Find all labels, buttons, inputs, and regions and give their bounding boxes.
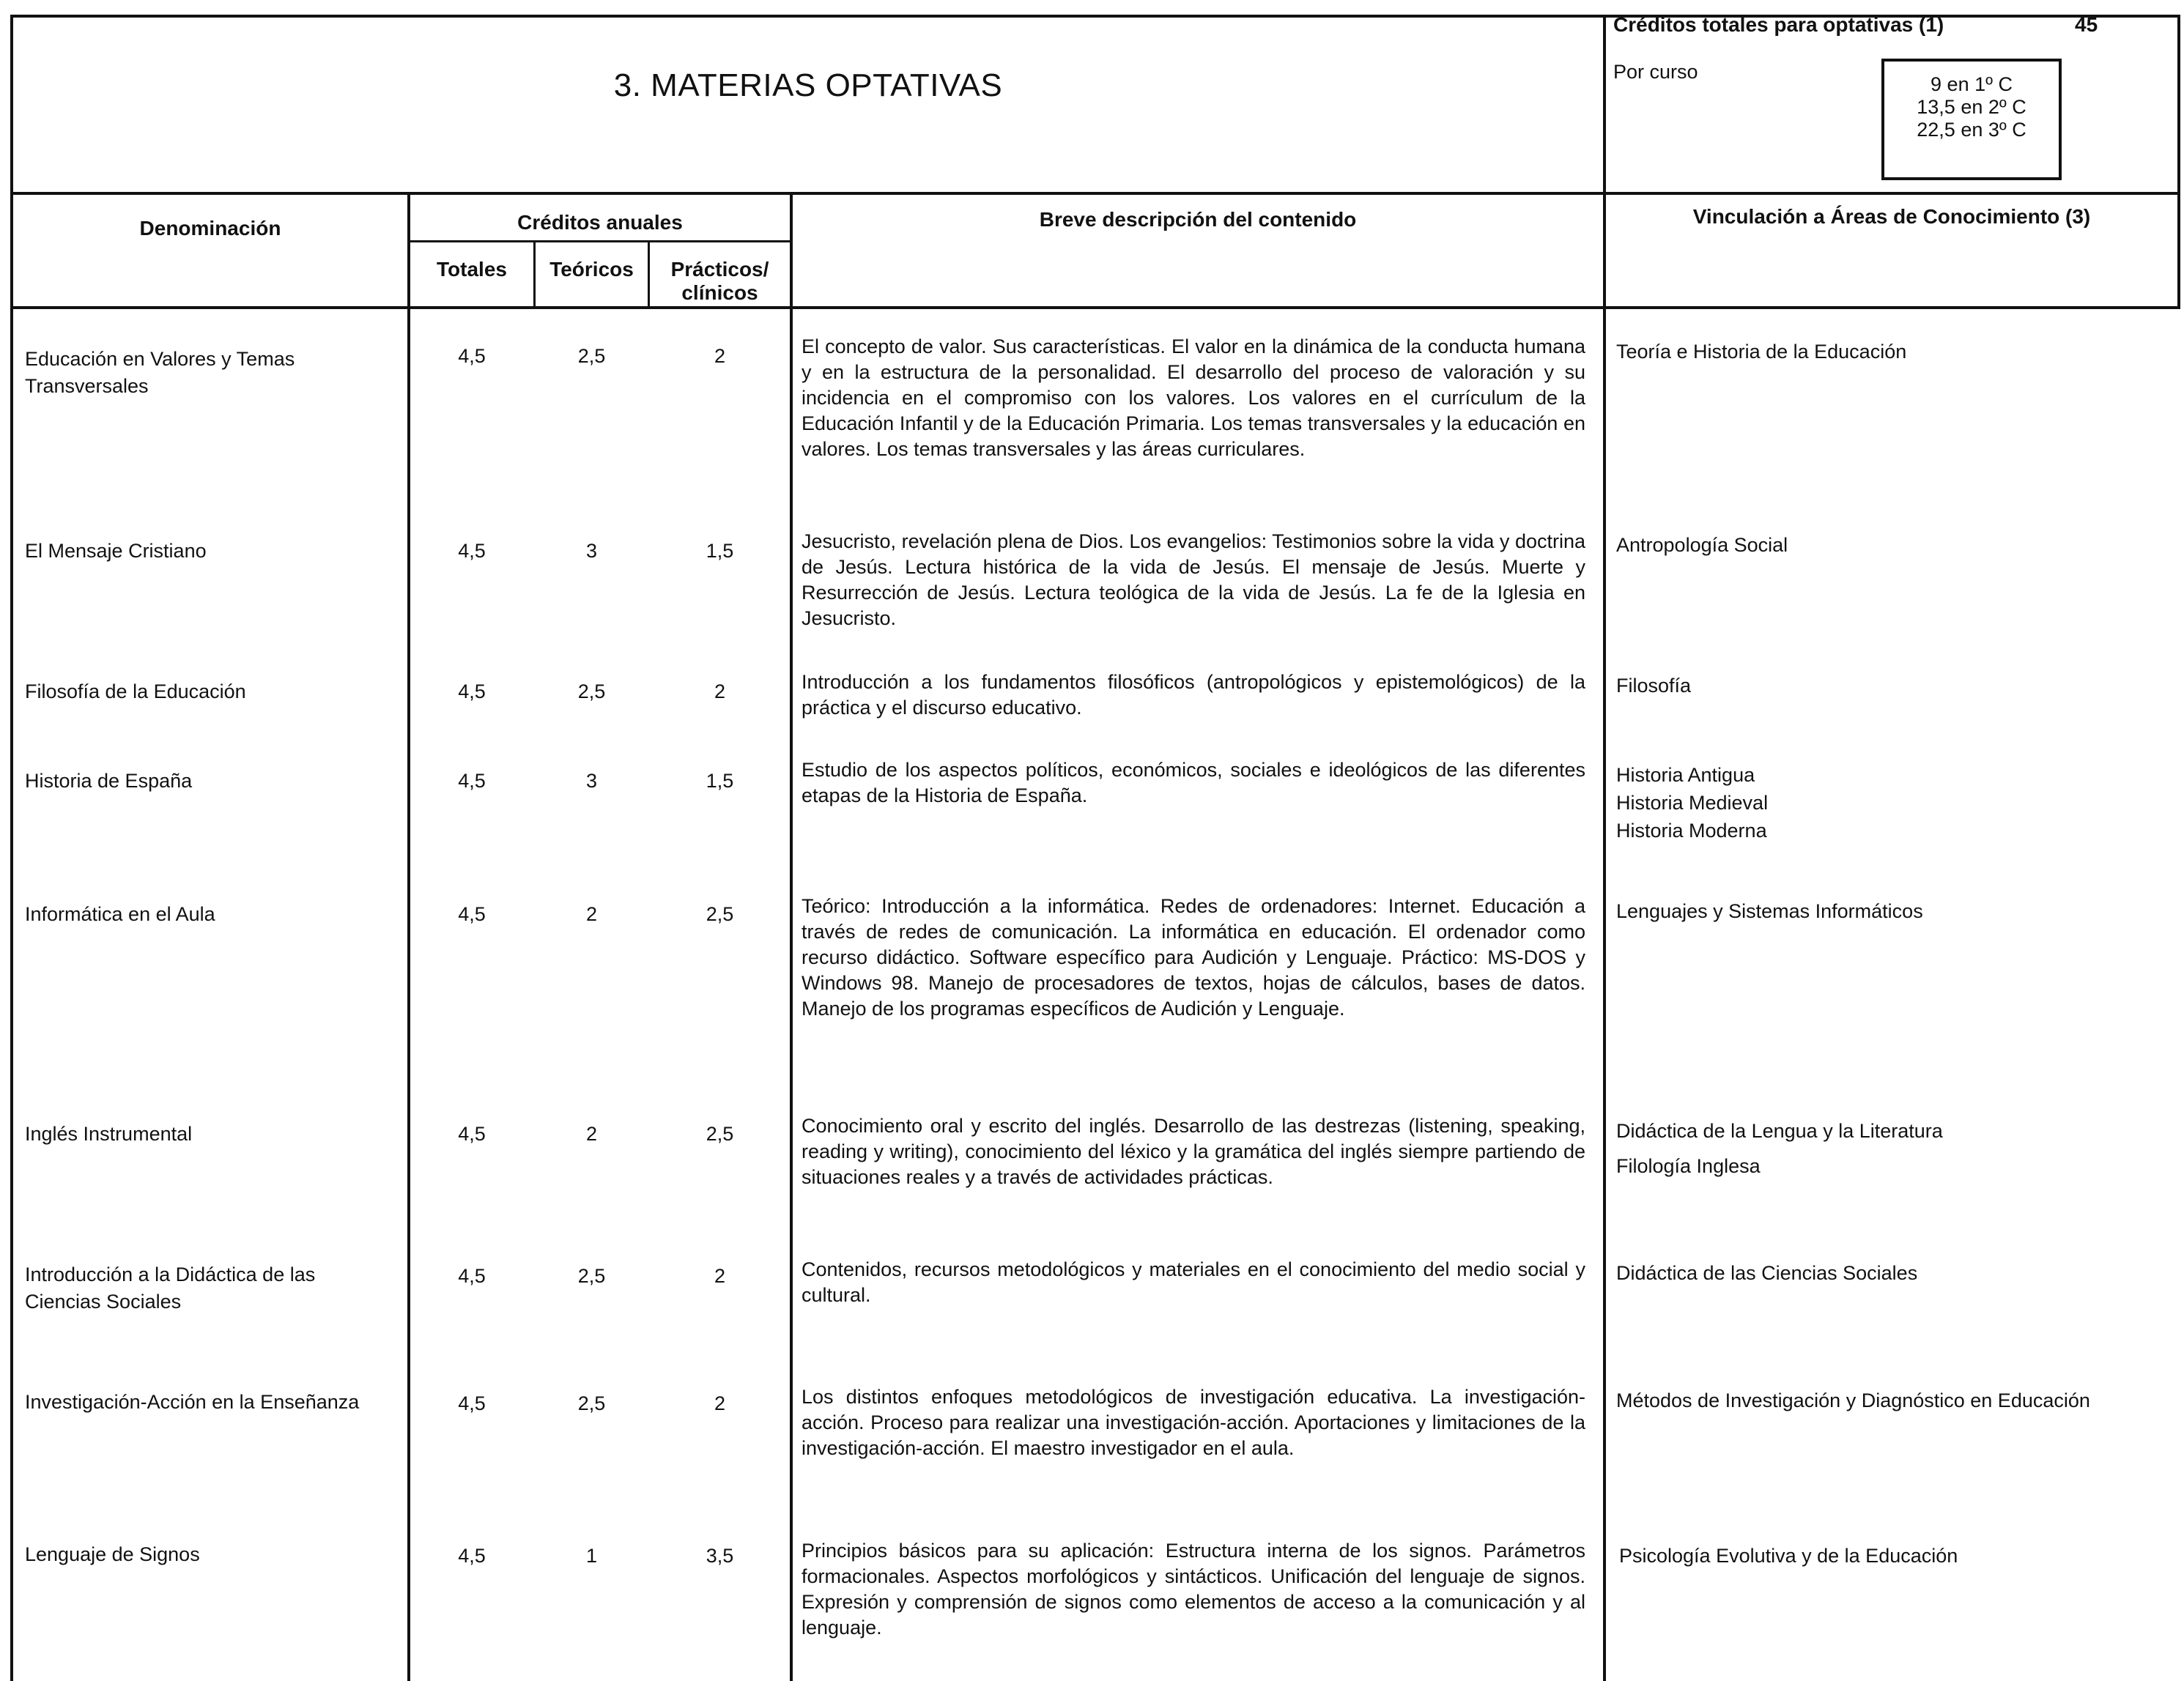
row-8-practicos: 2 xyxy=(714,1392,726,1414)
row-8-description: Los distintos enfoques metodológicos de investigación educativa. La investigación-acción. Proceso para realizar una investigación-acción. Aportaciones y limitaciones de la investigación-acción. El maestro investigador en el aula. xyxy=(802,1386,1585,1459)
row-9-totales: 4,5 xyxy=(458,1545,486,1567)
row-8-area-1: Métodos de Investigación y Diagnóstico en Educación xyxy=(1616,1389,2090,1411)
por-curso-1: 9 en 1º C xyxy=(1931,73,2013,95)
col-header-teoricos: Teóricos xyxy=(549,258,634,281)
row-5-practicos: 2,5 xyxy=(706,903,734,925)
row-6-area-1: Didáctica de la Lengua y la Literatura xyxy=(1616,1120,1943,1142)
row-6-practicos: 2,5 xyxy=(706,1123,734,1145)
col-header-vinculacion: Vinculación a Áreas de Conocimiento (3) xyxy=(1692,205,2091,228)
col-header-denominacion: Denominación xyxy=(139,217,281,240)
por-curso-2: 13,5 en 2º C xyxy=(1917,96,2026,118)
row-1-description: El concepto de valor. Sus características. El valor en la dinámica de la conducta humana y en la estructura de la personalidad. El desarrollo del proceso de valoración y su incidencia en el compromiso con los valores. Los valores en el currículum de la Educación Infantil y de la Educación Primaria. Los temas transversales y la educación en valores. Los temas transversales y las áreas curriculares. xyxy=(802,335,1585,460)
row-3-name: Filosofía de la Educación xyxy=(25,680,246,702)
row-4-name: Historia de España xyxy=(25,770,193,792)
row-9-area-1: Psicología Evolutiva y de la Educación xyxy=(1619,1545,1958,1567)
colhead-bottom-divider xyxy=(10,306,2180,309)
row-6-name: Inglés Instrumental xyxy=(25,1123,193,1145)
row-7-description: Contenidos, recursos metodológicos y materiales en el conocimiento del medio social y cultural. xyxy=(802,1258,1585,1306)
row-4-description: Estudio de los aspectos políticos, económicos, sociales e ideológicos de las diferentes etapas de la Historia de España. xyxy=(802,759,1585,806)
row-9-practicos: 3,5 xyxy=(706,1545,734,1567)
creditos-totales-label: Créditos totales para optativas (1) xyxy=(1613,13,1944,36)
row-4-area-3: Historia Moderna xyxy=(1616,820,1767,842)
row-7-practicos: 2 xyxy=(714,1265,726,1287)
row-2-practicos: 1,5 xyxy=(706,540,734,562)
row-7-totales: 4,5 xyxy=(458,1265,486,1287)
col-header-descripcion: Breve descripción del contenido xyxy=(1039,208,1357,231)
frame-left xyxy=(10,15,13,1681)
title-credits-divider xyxy=(1603,15,1606,1681)
row-1-practicos: 2 xyxy=(714,345,726,367)
col-header-practicos: Prácticos/ clínicos xyxy=(670,258,769,304)
credits-group-divider xyxy=(407,240,790,242)
row-9-description: Principios básicos para su aplicación: Estructura interna de los signos. Parámetros formacionales. Aspectos morfológicos y sintácticos. Unificación del lenguaje de signos. Expresión y comprensión de signos como elementos de acceso a la comunicación y al lenguaje. xyxy=(802,1540,1585,1639)
col-header-totales: Totales xyxy=(437,258,507,281)
por-curso-box xyxy=(1881,59,2062,180)
row-8-teoricos: 2,5 xyxy=(577,1392,606,1414)
row-8-name: Investigación-Acción en la Enseñanza xyxy=(25,1391,360,1413)
row-6-area-2: Filología Inglesa xyxy=(1616,1155,1761,1177)
col-divider-creditos xyxy=(790,195,793,1681)
row-6-totales: 4,5 xyxy=(458,1123,486,1145)
row-2-totales: 4,5 xyxy=(458,540,486,562)
header-divider xyxy=(10,192,2180,195)
row-6-teoricos: 2 xyxy=(585,1123,598,1145)
row-5-area-1: Lenguajes y Sistemas Informáticos xyxy=(1616,900,1923,922)
row-5-description: Teórico: Introducción a la informática. Redes de ordenadores: Internet. Educación a través de redes de comunicación. La informática en educación. El ordenador como recurso didáctico. Software específico para Audición y Lenguaje. Práctico: MS-DOS y Windows 98. Manejo de procesadores de textos, hojas de cálculos, bases de datos. Manejo de los programas específicos de Audición y Lenguaje. xyxy=(802,895,1585,1020)
row-7-name: Introducción a la Didáctica de las Ciencias Sociales xyxy=(25,1263,316,1313)
row-1-name: Educación en Valores y Temas Transversales xyxy=(25,348,295,397)
row-1-totales: 4,5 xyxy=(458,345,486,367)
row-5-teoricos: 2 xyxy=(585,903,598,925)
row-1-area-1: Teoría e Historia de la Educación xyxy=(1616,341,1907,363)
por-curso-3: 22,5 en 3º C xyxy=(1917,119,2026,141)
row-2-teoricos: 3 xyxy=(585,540,598,562)
row-3-description: Introducción a los fundamentos filosóficos (antropológicos y epistemológicos) de la práctica y el discurso educativo. xyxy=(802,671,1585,719)
row-7-teoricos: 2,5 xyxy=(577,1265,606,1287)
row-4-teoricos: 3 xyxy=(585,770,598,792)
row-3-practicos: 2 xyxy=(714,680,726,702)
row-4-totales: 4,5 xyxy=(458,770,486,792)
row-7-area-1: Didáctica de las Ciencias Sociales xyxy=(1616,1262,1918,1284)
row-9-name: Lenguaje de Signos xyxy=(25,1543,200,1565)
row-5-name: Informática en el Aula xyxy=(25,903,215,925)
row-6-description: Conocimiento oral y escrito del inglés. Desarrollo de las destrezas (listening, speaking, reading y writing), conocimiento del léxico y la gramática del inglés siempre partiendo de situaciones reales y a través de actividades prácticas. xyxy=(802,1115,1585,1188)
row-1-teoricos: 2,5 xyxy=(577,345,606,367)
row-8-totales: 4,5 xyxy=(458,1392,486,1414)
row-4-area-1: Historia Antigua xyxy=(1616,764,1755,786)
col-header-creditos-anuales: Créditos anuales xyxy=(517,211,683,234)
row-2-area-1: Antropología Social xyxy=(1616,534,1788,556)
creditos-totales-value: 45 xyxy=(2075,13,2098,36)
row-4-area-2: Historia Medieval xyxy=(1616,792,1769,814)
row-2-name: El Mensaje Cristiano xyxy=(25,540,207,562)
page-title: 3. MATERIAS OPTATIVAS xyxy=(613,67,1003,103)
row-5-totales: 4,5 xyxy=(458,903,486,925)
row-3-area-1: Filosofía xyxy=(1616,675,1692,697)
row-3-totales: 4,5 xyxy=(458,680,486,702)
por-curso-label: Por curso xyxy=(1613,61,1698,83)
col-divider-denominacion xyxy=(407,195,410,1681)
row-2-description: Jesucristo, revelación plena de Dios. Los evangelios: Testimonios sobre la vida y doctrina de Jesús. Lectura histórica de la vida de Jesús. El mensaje de Jesús. Muerte y Resurrección de Jesús. Lectura teológica de la vida de Jesús. La fe de la Iglesia en Jesucristo. xyxy=(802,530,1585,629)
row-3-teoricos: 2,5 xyxy=(577,680,606,702)
row-9-teoricos: 1 xyxy=(585,1545,598,1567)
row-4-practicos: 1,5 xyxy=(706,770,734,792)
frame-right-top xyxy=(2177,15,2180,308)
